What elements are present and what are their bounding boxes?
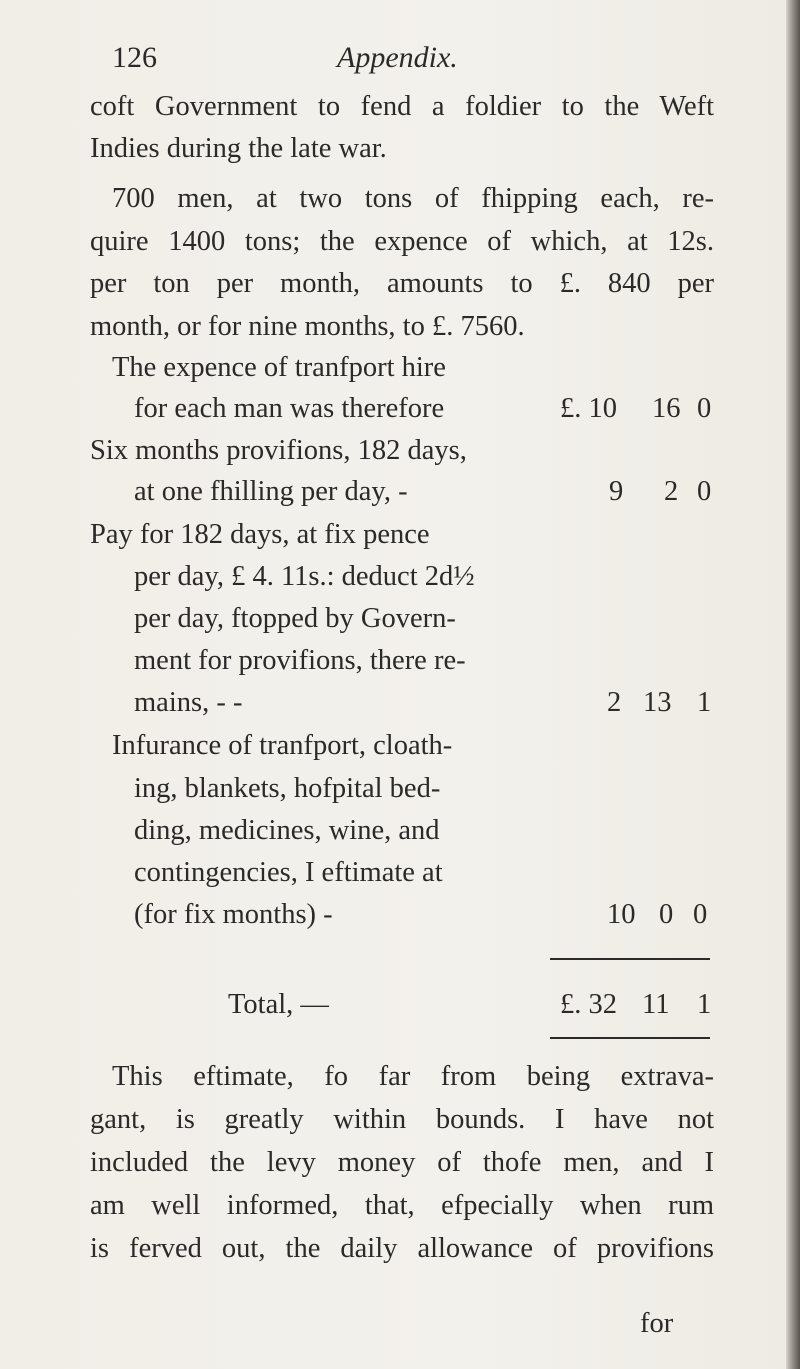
intro-line: coft Government to fend a foldier to the Weft: [90, 91, 714, 122]
amount-pounds: 2: [607, 687, 622, 718]
total-label: Total, —: [228, 989, 329, 1020]
table-row-text: for each man was therefore: [134, 393, 445, 424]
intro-line: per ton per month, amounts to £. 840 per: [90, 268, 714, 299]
total-pence: 1: [697, 989, 712, 1020]
book-gutter-edge: [786, 0, 800, 1369]
closing-line: This eftimate, fo far from being extrava-: [112, 1061, 714, 1092]
amount-shillings: 16: [652, 393, 681, 424]
sum-rule: [550, 958, 710, 960]
amount-pence: 0: [697, 393, 712, 424]
table-row-text: mains, - -: [134, 687, 243, 718]
amount-pence: 0: [693, 899, 708, 930]
amount-shillings: 0: [659, 899, 674, 930]
intro-line: month, or for nine months, to £. 7560.: [90, 311, 525, 342]
table-row-text: at one fhilling per day, -: [134, 476, 408, 507]
table-row-text: The expence of tranfport hire: [112, 352, 446, 383]
table-row-text: ing, blankets, hofpital bed-: [134, 773, 441, 804]
total-shillings: 11: [642, 989, 670, 1020]
amount-pounds: 9: [609, 476, 624, 507]
closing-line: included the levy money of thofe men, and I: [90, 1147, 714, 1178]
amount-pence: 1: [697, 687, 712, 718]
table-row-text: ding, medicines, wine, and: [134, 815, 440, 846]
page-number: 126: [112, 41, 157, 74]
intro-line: 700 men, at two tons of fhipping each, re-: [112, 183, 714, 214]
total-pounds: £. 32: [560, 989, 617, 1020]
table-row-text: Pay for 182 days, at fix pence: [90, 519, 430, 550]
table-row-text: Six months provifions, 182 days,: [90, 435, 467, 466]
intro-line: quire 1400 tons; the expence of which, at 12s.: [90, 226, 714, 257]
table-row-text: (for fix months) -: [134, 899, 333, 930]
closing-line: is ferved out, the daily allowance of provifions: [90, 1233, 714, 1264]
amount-shillings: 13: [643, 687, 672, 718]
intro-line: Indies during the late war.: [90, 133, 387, 164]
amount-shillings: 2: [664, 476, 679, 507]
catchword: for: [640, 1308, 674, 1339]
table-row-text: Infurance of tranfport, cloath-: [112, 730, 453, 761]
amount-pounds: 10: [607, 899, 636, 930]
closing-line: gant, is greatly within bounds. I have not: [90, 1104, 714, 1135]
amount-pence: 0: [697, 476, 712, 507]
table-row-text: per day, ftopped by Govern-: [134, 603, 456, 634]
total-rule: [550, 1037, 710, 1039]
amount-pounds: £. 10: [560, 393, 617, 424]
table-row-text: contingencies, I eftimate at: [134, 857, 443, 888]
table-row-text: per day, £ 4. 11s.: deduct 2d½: [134, 561, 475, 592]
closing-line: am well informed, that, efpecially when rum: [90, 1190, 714, 1221]
running-title: Appendix.: [337, 41, 458, 74]
table-row-text: ment for provifions, there re-: [134, 645, 466, 676]
